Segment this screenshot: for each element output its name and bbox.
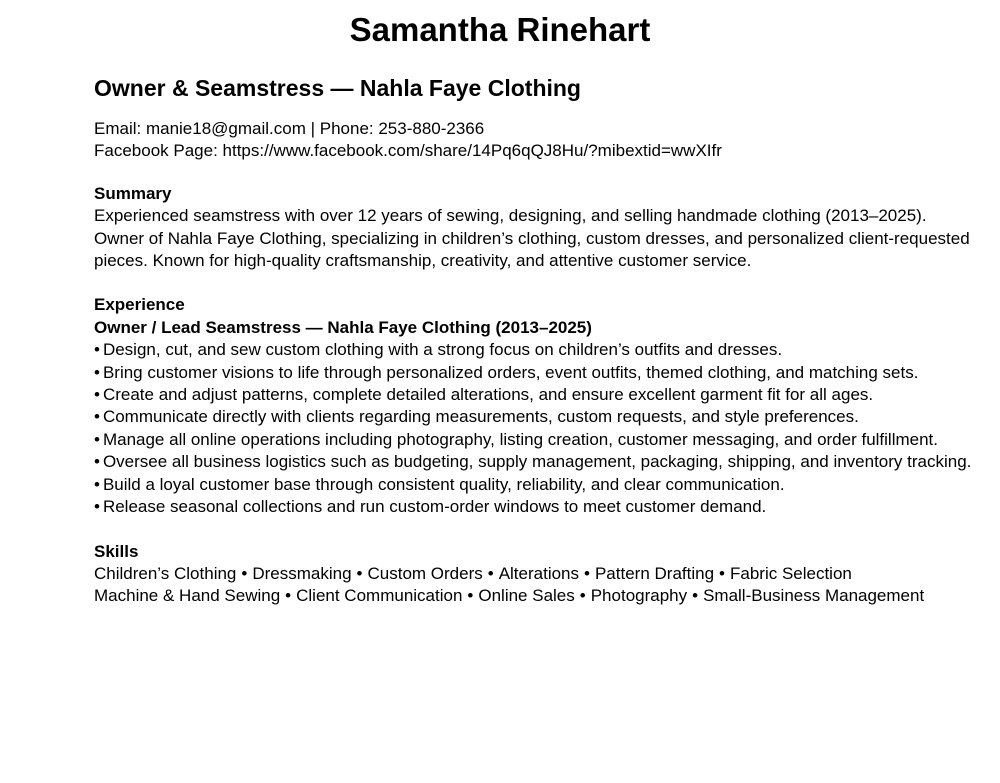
bullet-icon: • [94, 429, 100, 449]
skill-item: Client Communication [296, 586, 463, 606]
skill-item: Custom Orders [367, 563, 483, 583]
experience-bullets [94, 339, 974, 518]
bullet-text: Manage all online operations including photography, listing creation, customer messaging, and order fulfillment. [102, 429, 939, 449]
list-item [94, 429, 974, 451]
list-item [94, 474, 974, 496]
separator-icon: • [241, 563, 248, 583]
summary-section [94, 183, 974, 273]
list-item [94, 384, 974, 406]
bullet-icon: • [94, 497, 100, 517]
skills-heading: Skills [94, 541, 139, 561]
summary-text: Experienced seamstress with over 12 years of sewing, designing, and selling handmade clothing (2013–2025). Owner of Nahla Faye Clothing, specializing in children’s clothing, custom dresses, and personalized client-requested pieces. Known for high-quality craftsmanship, creativity, and attentive customer service. [94, 206, 970, 271]
skill-item: Photography [590, 586, 688, 606]
bullet-text: Release seasonal collections and run custom-order windows to meet customer demand. [102, 497, 767, 517]
bullet-text: Create and adjust patterns, complete detailed alterations, and ensure excellent garment fit for all ages. [102, 385, 874, 405]
resume-body [94, 72, 974, 630]
bullet-text: Build a loyal customer base through consistent quality, reliability, and clear communication. [102, 474, 785, 494]
skill-item: Machine & Hand Sewing [94, 586, 281, 606]
skills-list [94, 563, 974, 608]
bullet-icon: • [94, 474, 100, 494]
skill-item: Dressmaking [252, 563, 352, 583]
skill-item: Online Sales [478, 586, 575, 606]
list-item [94, 496, 974, 518]
job-title: Owner / Lead Seamstress — Nahla Faye Clothing (2013–2025) [94, 317, 592, 337]
separator-icon: • [487, 563, 494, 583]
bullet-icon: • [94, 385, 100, 405]
experience-section [94, 294, 974, 518]
separator-icon: • [285, 586, 292, 606]
bullet-icon: • [94, 452, 100, 472]
facebook-line: Facebook Page: https://www.facebook.com/share/14Pq6qQJ8Hu/?mibextid=wwXIfr [94, 141, 722, 161]
separator-icon: • [719, 563, 725, 583]
skill-item: Fabric Selection [729, 563, 852, 583]
experience-heading: Experience [94, 295, 185, 315]
list-item [94, 406, 974, 428]
list-item [94, 339, 974, 361]
list-item [94, 362, 974, 384]
list-item [94, 451, 974, 473]
contact-block [94, 118, 974, 163]
skills-section [94, 541, 974, 608]
summary-heading: Summary [94, 183, 172, 203]
separator-icon: • [356, 563, 363, 583]
headline: Owner & Seamstress — Nahla Faye Clothing [94, 75, 581, 101]
bullet-icon: • [94, 407, 100, 427]
separator-icon: • [579, 586, 586, 606]
skill-item: Small-Business Management [703, 586, 925, 606]
skill-item: Pattern Drafting [594, 563, 715, 583]
separator-icon: • [692, 586, 699, 606]
bullet-text: Design, cut, and sew custom clothing with a strong focus on children’s outfits and dresses. [102, 340, 783, 360]
bullet-text: Communicate directly with clients regarding measurements, custom requests, and style preferences. [102, 407, 859, 427]
separator-icon: • [584, 563, 590, 583]
bullet-icon: • [94, 340, 100, 360]
separator-icon: • [467, 586, 474, 606]
resume-name: Samantha Rinehart [349, 11, 651, 48]
bullet-text: Bring customer visions to life through personalized orders, event outfits, themed clothing, and matching sets. [102, 362, 919, 382]
skill-item: Alterations [498, 563, 580, 583]
email-phone-line: Email: manie18@gmail.com | Phone: 253-880-2366 [94, 119, 485, 138]
skill-item: Children’s Clothing [94, 563, 237, 583]
bullet-text: Oversee all business logistics such as budgeting, supply management, packaging, shipping, and inventory tracking. [102, 452, 972, 472]
bullet-icon: • [94, 362, 100, 382]
